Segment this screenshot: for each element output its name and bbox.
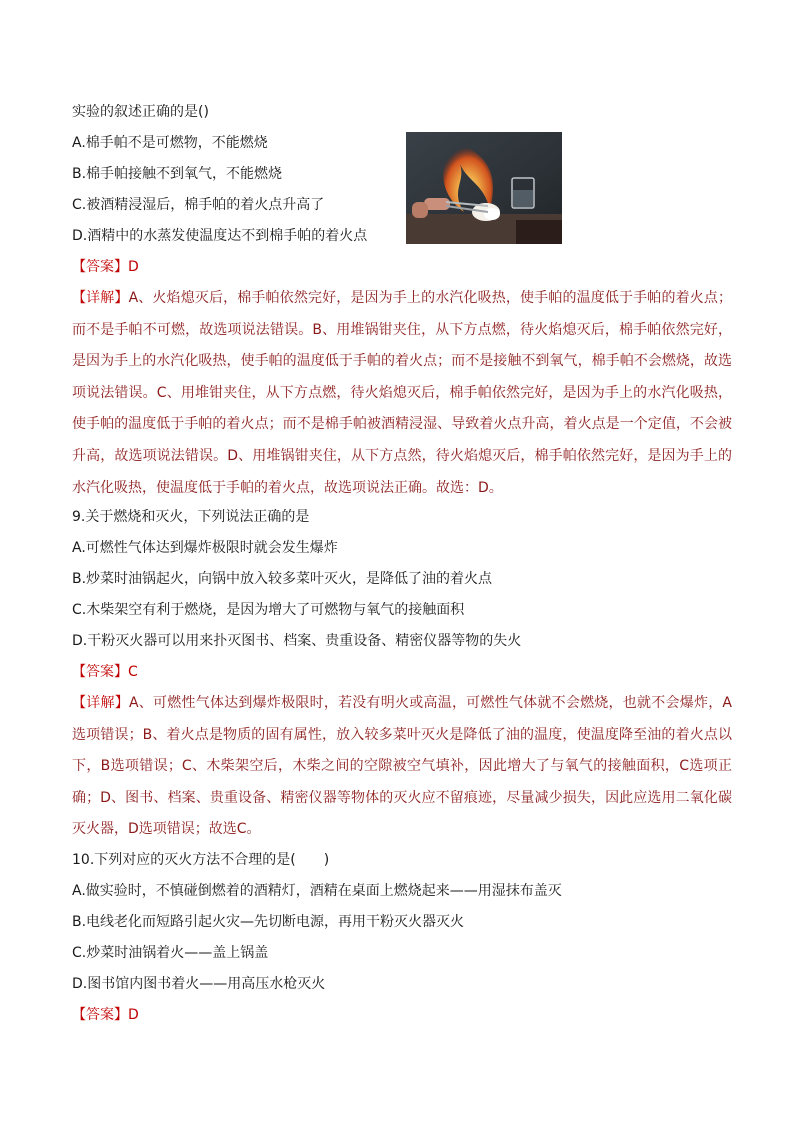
q9-option-d: D.干粉灭火器可以用来扑灭图书、档案、贵重设备、精密仪器等物的失火 bbox=[72, 633, 522, 649]
q8-stem: 实验的叙述正确的是() bbox=[72, 104, 209, 120]
q10-option-b: B.电线老化而短路引起火灾—先切断电源，再用干粉灭火器灭火 bbox=[72, 914, 465, 930]
q9-option-a: A.可燃性气体达到爆炸极限时就会发生爆炸 bbox=[72, 540, 338, 556]
answer-value: D bbox=[128, 1007, 139, 1023]
answer-label: 【答案】 bbox=[72, 259, 128, 275]
explanation-text: A、可燃性气体达到爆炸极限时，若没有明火或高温，可燃性气体就不会燃烧，也就不会爆炸，A选项错误；B、着火点是物质的固有属性，放入较多菜叶灭火是降低了油的温度，使温度降至油的着火点以下，B选项错误；C、木柴架空后，木柴之间的空隙被空气填补，因此增大了与氧气的接触面积，C选项正确；D、图书、档案、贵重设备、精密仪器等物体的灭火应不留痕迹，尽量减少损失，因此应选用二氧化碳灭火器，D选项错误；故选C。 bbox=[72, 695, 733, 838]
q8-explanation bbox=[72, 283, 732, 505]
burning-handkerchief-image bbox=[406, 132, 562, 244]
answer-value: C bbox=[128, 664, 138, 680]
q9-option-c: C.木柴架空有利于燃烧，是因为增大了可燃物与氧气的接触面积 bbox=[72, 602, 465, 618]
explanation-text: A、火焰熄灭后，棉手帕依然完好，是因为手上的水汽化吸热，使手帕的温度低于手帕的着火点；而不是手帕不可燃，故选项说法错误。B、用堆锅钳夹住，从下方点燃，待火焰熄灭后，棉手帕依然完好，是因为手上的水汽化吸热，使手帕的温度低于手帕的着火点；而不是接触不到氧气，棉手帕不会燃烧，故选项说法错误。C、用堆钳夹住，从下方点燃，待火焰熄灭后，棉手帕依然完好，是因为手上的水汽化吸热，使手帕的温度低于手帕的着火点；而不是棉手帕被酒精浸湿、导致着火点升高，着火点是一个定值，不会被升高，故选项说法错误。D、用堆锅钳夹住，从下方点然，待火焰熄灭后，棉手帕依然完好，是因为手上的水汽化吸热，使温度低于手帕的着火点，故选项说法正确。故选：D。 bbox=[72, 290, 733, 496]
q8-answer bbox=[72, 257, 139, 277]
explanation-label: 【详解】 bbox=[72, 695, 129, 711]
q10-option-c: C.炒菜时油锅着火——盖上锅盖 bbox=[72, 945, 269, 961]
answer-label: 【答案】 bbox=[72, 1007, 128, 1023]
answer-label: 【答案】 bbox=[72, 664, 128, 680]
q10-option-d: D.图书馆内图书着火——用高压水枪灭火 bbox=[72, 976, 326, 992]
q8-option-c: C.被酒精浸湿后，棉手帕的着火点升高了 bbox=[72, 197, 325, 213]
explanation-label: 【详解】 bbox=[72, 290, 129, 306]
q9-option-b: B.炒菜时油锅起火，向锅中放入较多菜叶灭火，是降低了油的着火点 bbox=[72, 571, 493, 587]
q10-answer bbox=[72, 1005, 139, 1025]
q10-option-a: A.做实验时，不慎碰倒燃着的酒精灯，酒精在桌面上燃烧起来——用湿抹布盖灭 bbox=[72, 883, 562, 899]
q8-option-a: A.棉手帕不是可燃物，不能燃烧 bbox=[72, 135, 268, 151]
q9-answer bbox=[72, 662, 138, 682]
q8-option-b: B.棉手帕接触不到氧气，不能燃烧 bbox=[72, 166, 283, 182]
answer-value: D bbox=[128, 259, 139, 275]
q8-option-d: D.酒精中的水蒸发使温度达不到棉手帕的着火点 bbox=[72, 228, 368, 244]
q9-stem: 9.关于燃烧和灭火，下列说法正确的是 bbox=[72, 509, 310, 525]
experiment-photo bbox=[406, 132, 562, 244]
q10-stem: 10.下列对应的灭火方法不合理的是( ) bbox=[72, 852, 330, 868]
q9-explanation bbox=[72, 688, 732, 848]
